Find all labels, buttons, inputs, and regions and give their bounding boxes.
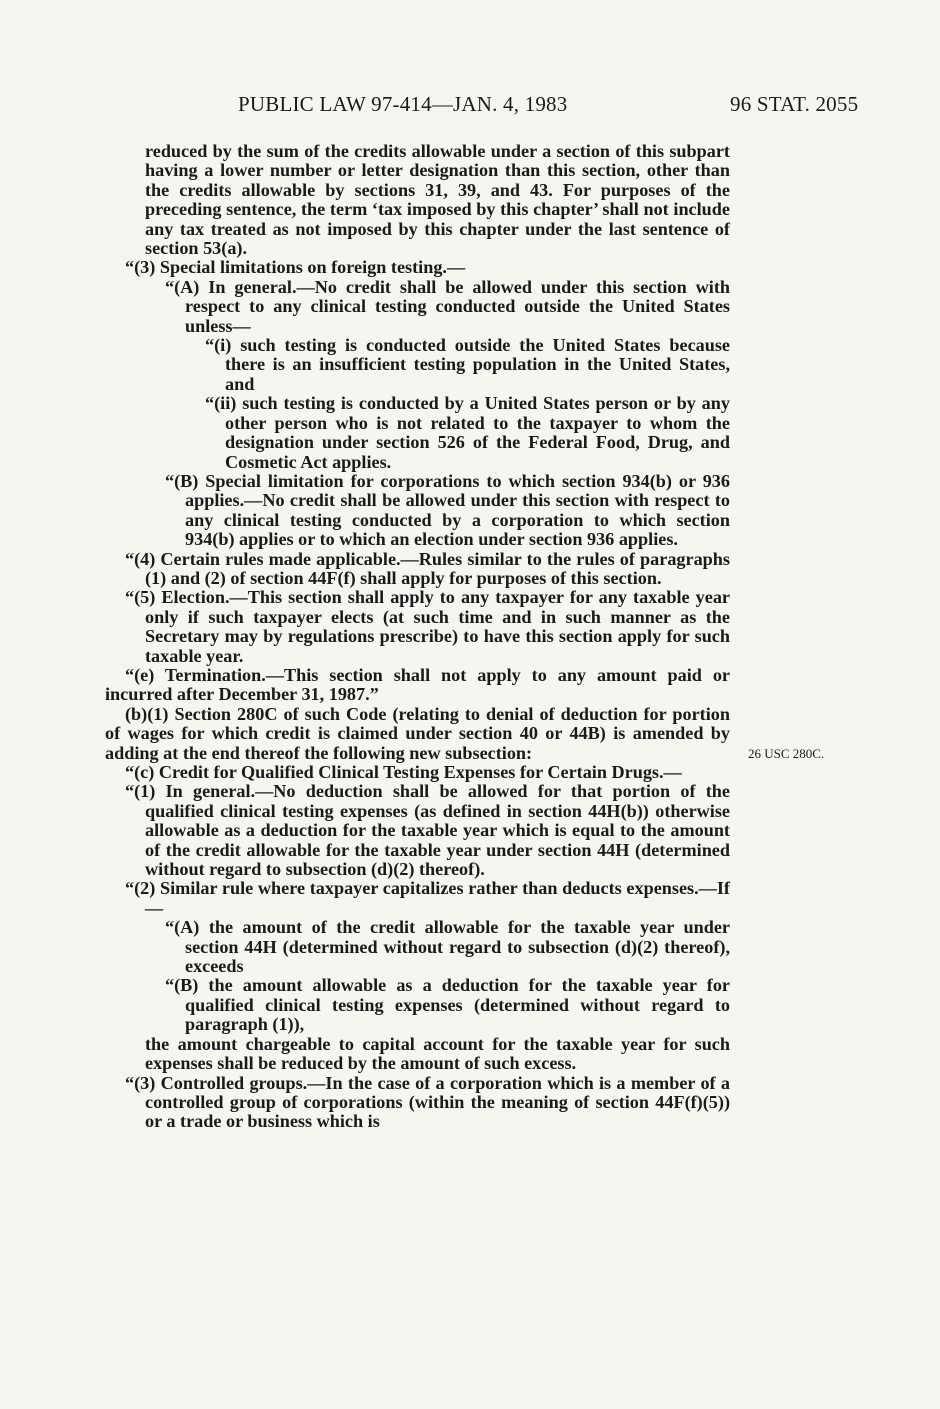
paragraph: “(A) the amount of the credit allowable for the taxable year under section 44H (determined without regard to subsection (d)(2) thereof), exceeds <box>165 917 730 977</box>
paragraph: “(A) In general.—No credit shall be allowed under this section with respect to any clinical testing conducted outside the United States unless— <box>165 276 730 336</box>
paragraph: “(3) Controlled groups.—In the case of a corporation which is a member of a controlled group of corporations (within the meaning of section 44F(f)(5)) or a trade or business which is <box>125 1072 730 1132</box>
paragraph: “(B) Special limitation for corporations to which section 934(b) or 936 applies.—No credit shall be allowed under this section with respect to any clinical testing conducted by a corporation to which section 934(b) applies or to which an election under section 936 applies. <box>165 470 730 550</box>
paragraph: the amount chargeable to capital account for the taxable year for such expenses shall be reduced by the amount of such excess. <box>145 1033 730 1074</box>
page-header <box>0 92 940 122</box>
paragraph: “(5) Election.—This section shall apply to any taxpayer for any taxable year only if such taxpayer elects (at such time and in such manner as the Secretary may by regulations prescribe) to have this section apply for such taxable year. <box>125 587 730 666</box>
subsection-heading: “(c) Credit for Qualified Clinical Testing Expenses for Certain Drugs.— <box>125 762 682 782</box>
paragraph: “(i) such testing is conducted outside the United States because there is an insufficient testing population in the United States, and <box>205 335 730 394</box>
statute-text <box>105 142 730 1132</box>
paragraph-heading: “(2) Similar rule where taxpayer capitalizes rather than deducts expenses.—If— <box>125 878 730 918</box>
margin-citation: 26 USC 280C. <box>748 746 825 761</box>
paragraph: “(e) Termination.—This section shall not apply to any amount paid or incurred after December 31, 1987.” <box>105 664 730 705</box>
paragraph: “(1) In general.—No deduction shall be allowed for that portion of the qualified clinical testing expenses (as defined in section 44H(b)) otherwise allowable as a deduction for the taxable year which is equal to the amount of the credit allowable for the taxable year under section 44H (determined without regard to subsection (d)(2) thereof). <box>125 781 730 880</box>
paragraph: reduced by the sum of the credits allowable under a section of this subpart having a lower number or letter designation than this section, other than the credits allowable by sections 31, 39, and 43. For purposes of the preceding sentence, the term ‘tax imposed by this chapter’ shall not include any tax treated as not imposed by this chapter under the last sentence of section 53(a). <box>145 141 730 259</box>
paragraph: “(B) the amount allowable as a deduction for the taxable year for qualified clinical testing expenses (determined without regard to paragraph (1)), <box>165 975 730 1035</box>
statute-page-number: 96 STAT. 2055 <box>730 92 859 116</box>
paragraph: “(4) Certain rules made applicable.—Rules similar to the rules of paragraphs (1) and (2) of section 44F(f) shall apply for purposes of this section. <box>125 548 730 588</box>
paragraph-heading: “(3) Special limitations on foreign testing.— <box>125 257 466 278</box>
running-title: PUBLIC LAW 97-414—JAN. 4, 1983 <box>238 92 568 116</box>
paragraph: “(ii) such testing is conducted by a United States person or by any other person who is not related to the taxpayer to whom the designation under section 526 of the Federal Food, Drug, and Cosmetic Act applies. <box>205 393 730 472</box>
paragraph: (b)(1) Section 280C of such Code (relating to denial of deduction for portion of wages for which credit is claimed under section 40 or 44B) is amended by adding at the end thereof the following new subsection: <box>105 703 730 763</box>
